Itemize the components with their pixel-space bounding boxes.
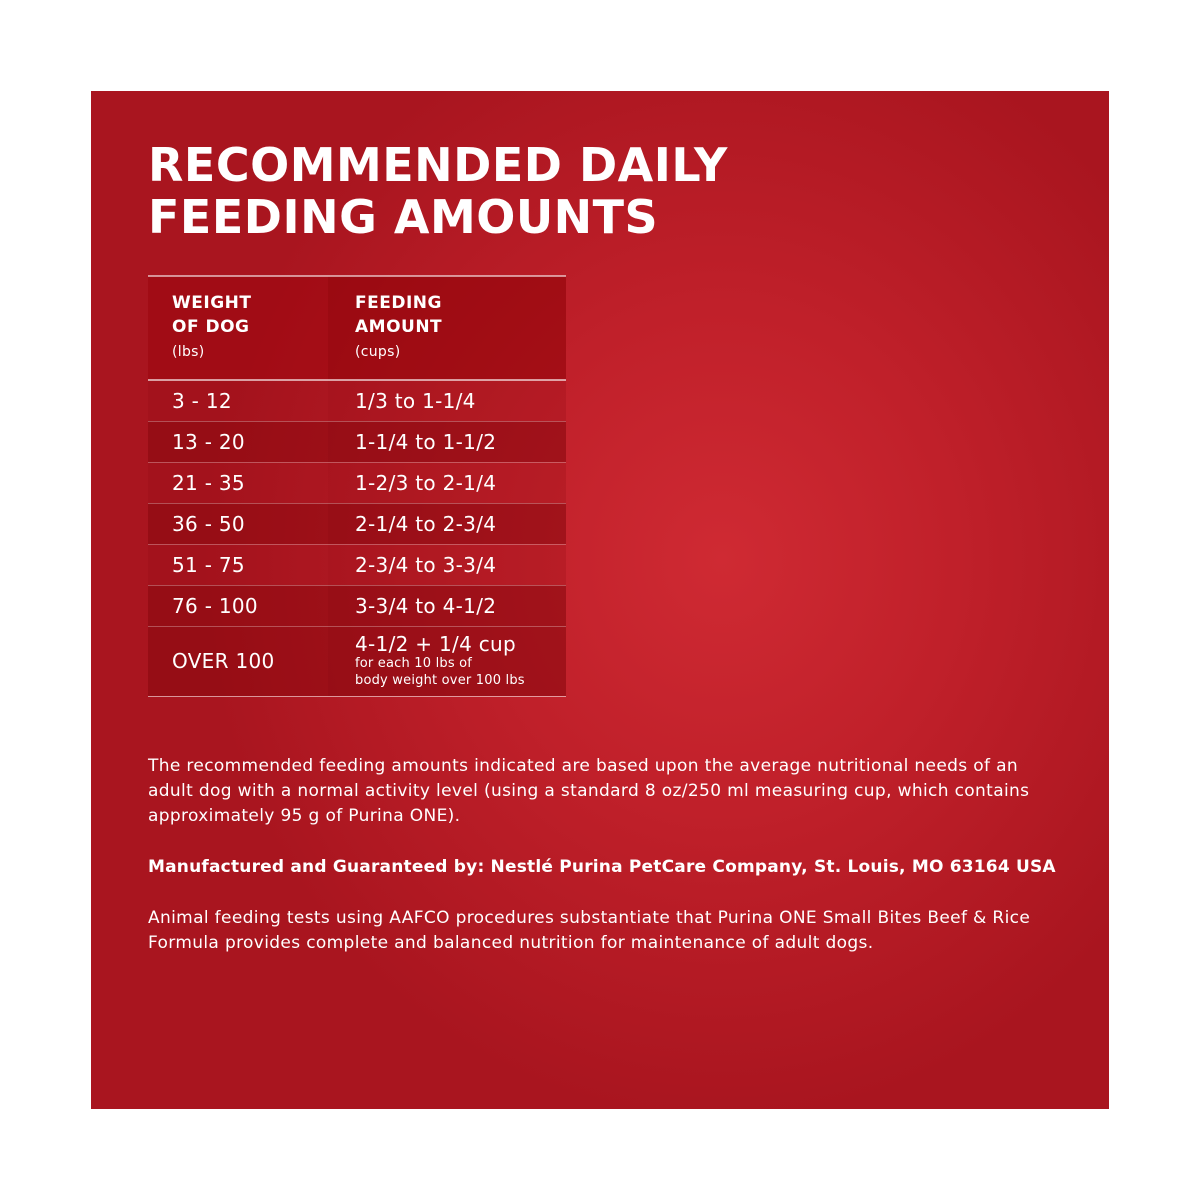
amount-header-line-1: FEEDING	[355, 293, 442, 313]
table-row	[148, 544, 566, 585]
feeding-basis-paragraph: The recommended feeding amounts indicated are based upon the average nutritional needs of an adult dog with a normal activity level (using a standard 8 oz/250 ml measuring cup, which contains approximately 95 g of Purina ONE).	[148, 756, 1030, 826]
table-row	[148, 462, 566, 503]
amount-header	[328, 276, 566, 380]
manufacturer-statement: Manufactured and Guaranteed by: Nestlé Purina PetCare Company, St. Louis, MO 63164 USA	[148, 857, 1056, 877]
aafco-statement: Animal feeding tests using AAFCO procedures substantiate that Purina ONE Small Bites Beef & Rice Formula provides complete and balanced nutrition for maintenance of adult dogs.	[148, 908, 1031, 953]
amount-note-line-2: body weight over 100 lbs	[355, 673, 525, 688]
weight-cell: 21 - 35	[148, 462, 328, 503]
feeding-guide-panel	[91, 91, 1109, 1109]
weight-header	[148, 276, 328, 380]
table-row	[148, 421, 566, 462]
amount-cell: 1-2/3 to 2-1/4	[328, 462, 566, 503]
weight-cell: 76 - 100	[148, 585, 328, 626]
weight-cell: 13 - 20	[148, 421, 328, 462]
amount-cell: 1/3 to 1-1/4	[328, 380, 566, 421]
weight-cell: OVER 100	[148, 626, 328, 696]
table-header-row	[148, 276, 566, 380]
table-row	[148, 380, 566, 421]
amount-main-text: 4-1/2 + 1/4 cup	[355, 632, 517, 656]
title-line-2: FEEDING AMOUNTS	[148, 190, 659, 244]
weight-cell: 51 - 75	[148, 544, 328, 585]
feeding-table	[148, 275, 566, 697]
amount-cell: 3-3/4 to 4-1/2	[328, 585, 566, 626]
amount-cell: 2-3/4 to 3-3/4	[328, 544, 566, 585]
table-row	[148, 585, 566, 626]
weight-header-line-2: OF DOG	[172, 317, 250, 337]
weight-cell: 36 - 50	[148, 503, 328, 544]
weight-unit: (lbs)	[172, 344, 205, 360]
amount-cell	[328, 626, 566, 696]
amount-header-line-2: AMOUNT	[355, 317, 443, 337]
table-row-over-100	[148, 626, 566, 696]
page-title	[148, 139, 728, 243]
weight-cell: 3 - 12	[148, 380, 328, 421]
amount-unit: (cups)	[355, 344, 401, 360]
title-line-1: RECOMMENDED DAILY	[148, 138, 728, 192]
amount-note-line-1: for each 10 lbs of	[355, 656, 473, 671]
weight-header-line-1: WEIGHT	[172, 293, 252, 313]
amount-cell: 2-1/4 to 2-3/4	[328, 503, 566, 544]
table-row	[148, 503, 566, 544]
amount-cell: 1-1/4 to 1-1/2	[328, 421, 566, 462]
